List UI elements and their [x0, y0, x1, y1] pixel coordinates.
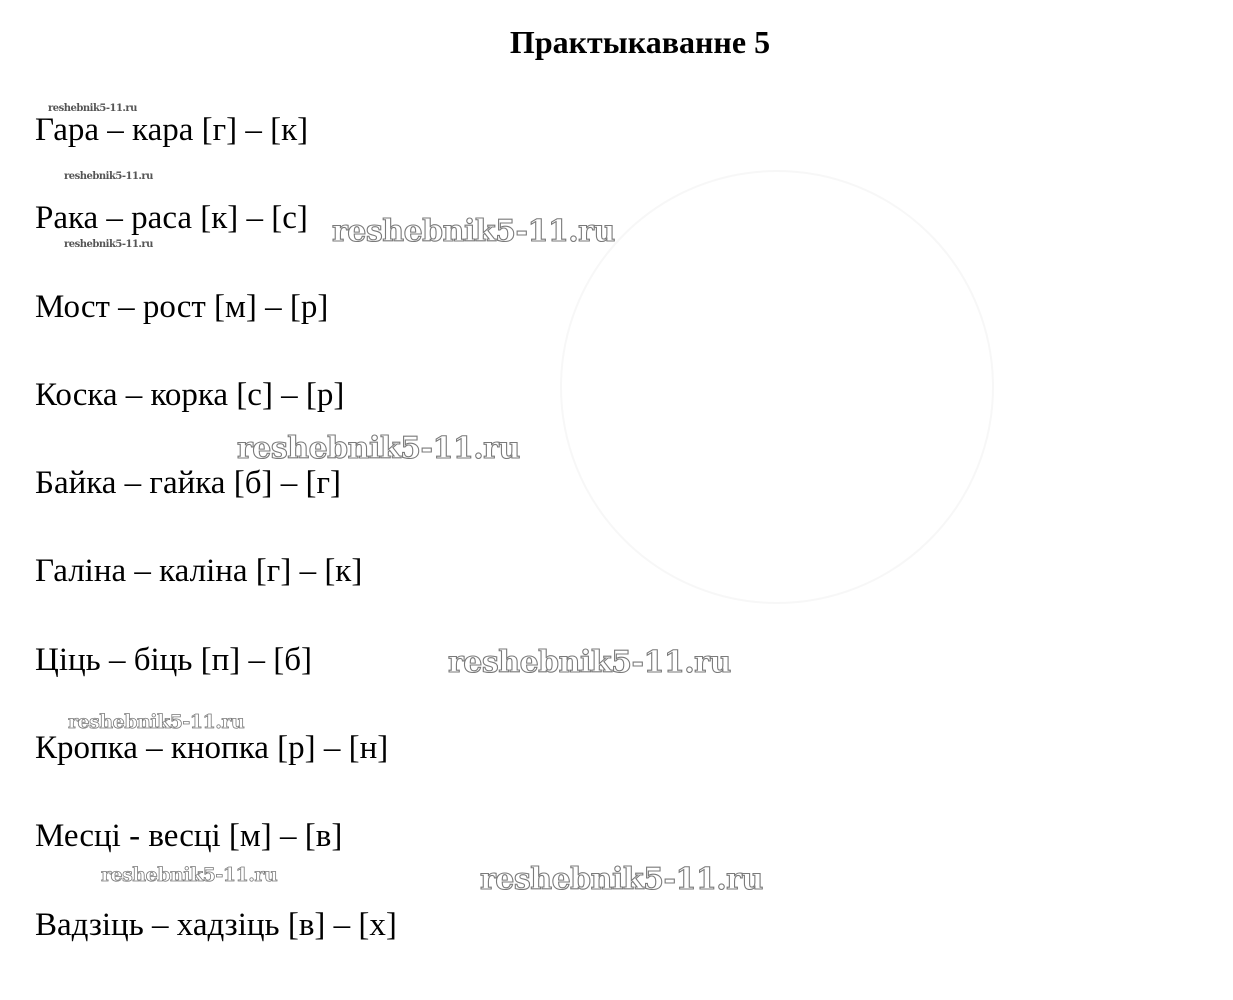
- word-pair-line: Галіна – каліна [г] – [к]: [35, 553, 363, 590]
- word-pair-line: Ціць – біць [п] – [б]: [35, 641, 313, 678]
- word-pair-line: Коска – корка [с] – [р]: [35, 376, 345, 413]
- watermark-text: reshebnik5-11.ru: [64, 171, 153, 182]
- word-pair-line: Мост – рост [м] – [р]: [35, 288, 329, 325]
- watermark-text: reshebnik5-11.ru: [480, 862, 763, 897]
- word-pair-line: Месці - весці [м] – [в]: [35, 818, 343, 855]
- watermark-text: reshebnik5-11.ru: [64, 239, 153, 250]
- watermark-text: reshebnik5-11.ru: [101, 864, 278, 886]
- page-title: Практыкаванне 5: [509, 24, 771, 60]
- watermark-text: reshebnik5-11.ru: [448, 645, 731, 680]
- watermark-text: reshebnik5-11.ru: [332, 214, 615, 249]
- watermark-text: reshebnik5-11.ru: [48, 103, 137, 114]
- faint-watermark-circle: [560, 170, 994, 604]
- word-pair-line: Байка – гайка [б] – [г]: [35, 465, 341, 502]
- watermark-text: reshebnik5-11.ru: [68, 711, 245, 733]
- watermark-text: reshebnik5-11.ru: [237, 431, 520, 466]
- word-pair-line: Гара – кара [г] – [к]: [35, 112, 309, 148]
- word-pair-line: Кропка – кнопка [р] – [н]: [35, 730, 389, 767]
- word-pair-line: Рака – раса [к] – [с]: [35, 200, 308, 237]
- word-pair-line: Вадзіць – хадзіць [в] – [х]: [35, 906, 397, 943]
